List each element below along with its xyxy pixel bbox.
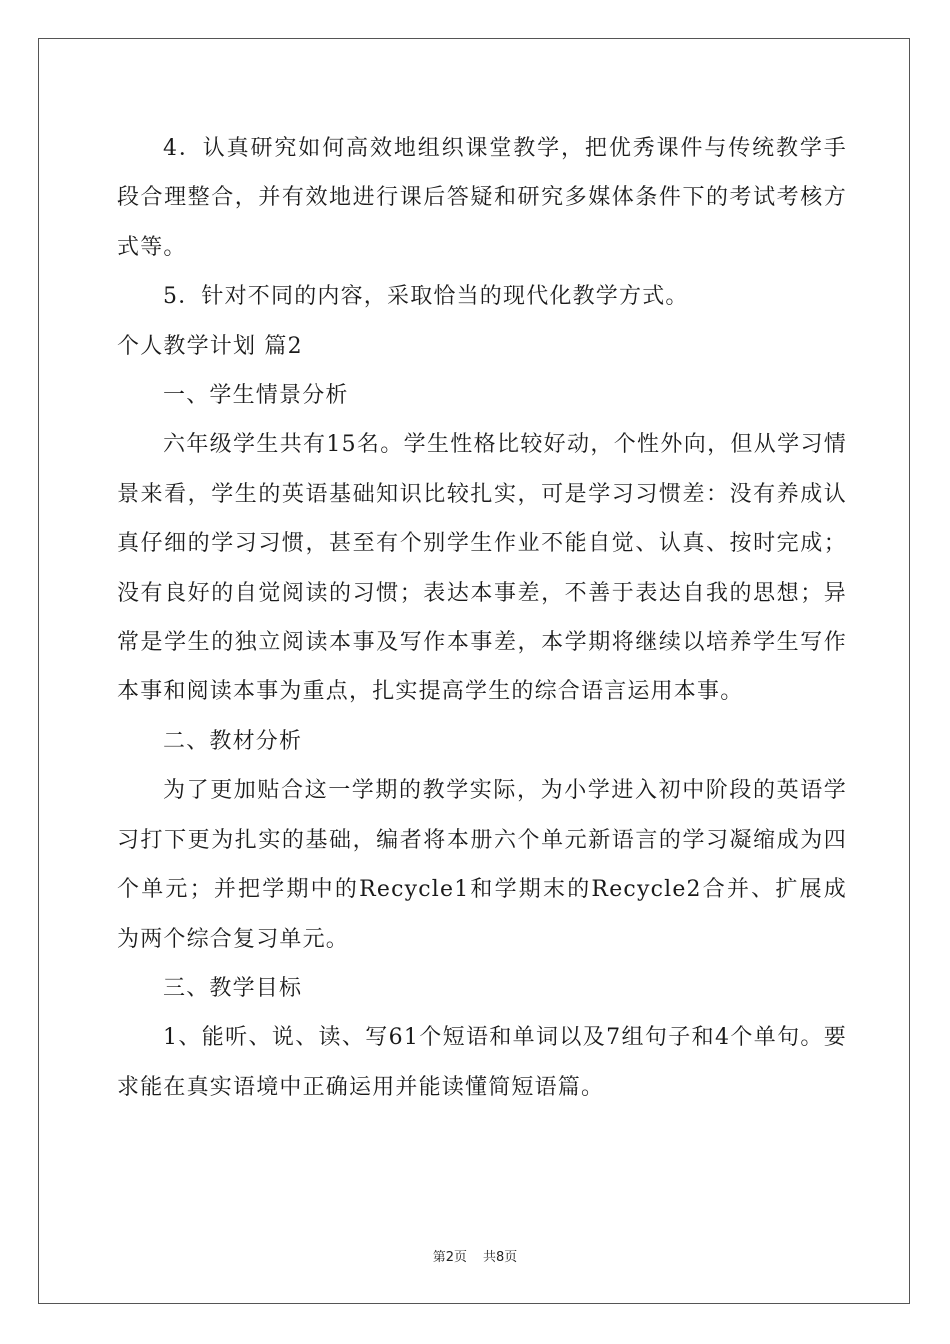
paragraph-teaching-goals: 1、能听、说、读、写61个短语和单词以及7组句子和4个单句。要求能在真实语境中正确运用并能读懂简短语篇。 [117,1025,847,1100]
document-body [117,124,847,1112]
section-title: 个人教学计划 篇2 [117,333,303,359]
paragraph-student-analysis: 六年级学生共有15名。学生性格比较好动，个性外向，但从学习情景来看，学生的英语基础知识比较扎实，可是学习习惯差：没有养成认真仔细的学习习惯，甚至有个别学生作业不能自觉、认真、按时完成；没有良好的自觉阅读的习惯；表达本事差，不善于表达自我的思想；异常是学生的独立阅读本事及写作本事差，本学期将继续以培养学生写作本事和阅读本事为重点，扎实提高学生的综合语言运用本事。 [117,432,847,705]
heading-teaching-goals: 三、教学目标 [163,975,303,1001]
page-total: 共8页 [483,1250,518,1265]
paragraph-textbook-analysis: 为了更加贴合这一学期的教学实际，为小学进入初中阶段的英语学习打下更为扎实的基础，编者将本册六个单元新语言的学习凝缩成为四个单元；并把学期中的Recycle1和学期末的Recycle2合并、扩展成为两个综合复习单元。 [117,778,847,952]
page-number: 第2页 [432,1250,467,1265]
heading-textbook-analysis: 二、教材分析 [163,728,303,754]
page-footer [0,1246,950,1265]
paragraph-item-5: 5．针对不同的内容，采取恰当的现代化教学方式。 [163,284,689,310]
heading-student-analysis: 一、学生情景分析 [163,383,349,409]
paragraph-item-4: 4．认真研究如何高效地组织课堂教学，把优秀课件与传统教学手段合理整合，并有效地进行课后答疑和研究多媒体条件下的考试考核方式等。 [117,136,847,260]
